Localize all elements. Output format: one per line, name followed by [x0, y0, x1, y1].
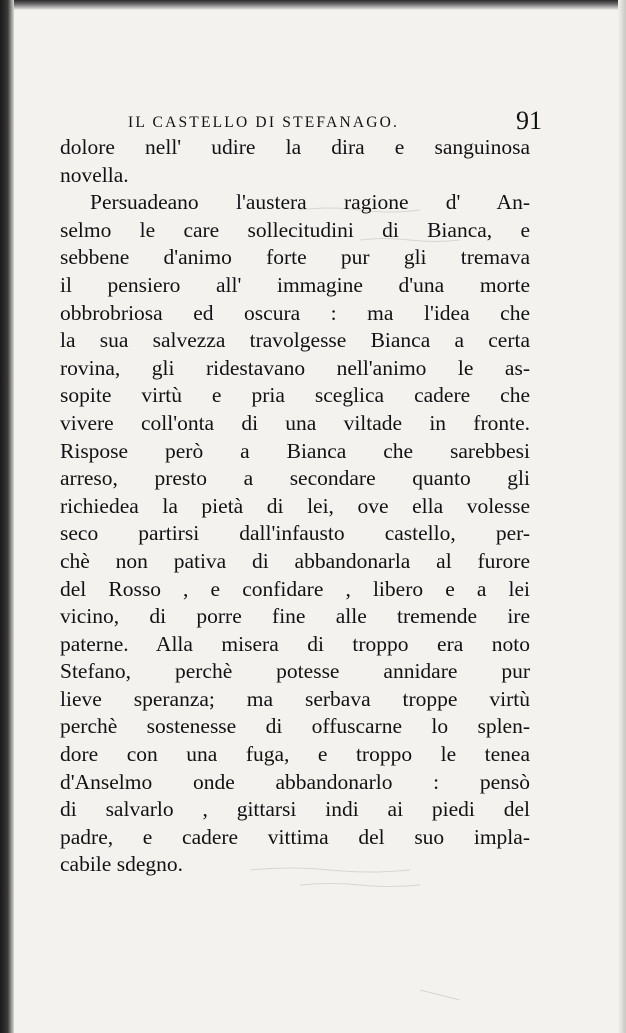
- text-line: vicino, di porre fine alle tremende ire: [60, 604, 530, 629]
- text-line: perchè sostenesse di offuscarne lo splen-: [60, 714, 530, 739]
- text-line: obbrobriosa ed oscura : ma l'idea che: [60, 300, 530, 325]
- text-line: sopite virtù e pria sceglica cadere che: [60, 383, 530, 408]
- text-line: paterne. Alla misera di troppo era noto: [60, 631, 530, 656]
- paragraph-first-line: Persuadeano l'austera ragione d' An-: [90, 190, 530, 215]
- text-line: selmo le care sollecitudini di Bianca, e: [60, 217, 530, 242]
- text-line: d'Anselmo onde abbandonarlo : pensò: [60, 769, 530, 794]
- text-line: il pensiero all' immagine d'una morte: [60, 272, 530, 297]
- text-line: richiedea la pietà di lei, ove ella volesse: [60, 493, 530, 518]
- text-line: novella.: [60, 162, 129, 187]
- running-title: IL CASTELLO DI STEFANAGO.: [128, 114, 400, 131]
- text-line: vivere coll'onta di una viltade in fronte.: [60, 410, 530, 435]
- text-line: padre, e cadere vittima del suo impla-: [60, 824, 530, 849]
- text-line: chè non pativa di abbandonarla al furore: [60, 548, 530, 573]
- text-line: rovina, gli ridestavano nell'animo le as-: [60, 355, 530, 380]
- page-number: 91: [516, 106, 542, 135]
- text-line: lieve speranza; ma serbava troppe virtù: [60, 686, 530, 711]
- text-line: Rispose però a Bianca che sarebbesi: [60, 438, 530, 463]
- body-text: [60, 134, 530, 879]
- text-line: dolore nell' udire la dira e sanguinosa: [60, 135, 530, 159]
- text-line: dore con una fuga, e troppo le tenea: [60, 742, 530, 767]
- paragraph-last-line: cabile sdegno.: [60, 852, 183, 877]
- text-line: seco partirsi dall'infausto castello, per-: [60, 521, 530, 546]
- text-line: del Rosso , e confidare , libero e a lei: [60, 576, 530, 601]
- text-line: sebbene d'animo forte pur gli tremava: [60, 245, 530, 270]
- text-line: arreso, presto a secondare quanto gli: [60, 466, 530, 491]
- text-line: di salvarlo , gittarsi indi ai piedi del: [60, 797, 530, 822]
- text-line: la sua salvezza travolgesse Bianca a certa: [60, 328, 530, 353]
- text-line: Stefano, perchè potesse annidare pur: [60, 659, 530, 684]
